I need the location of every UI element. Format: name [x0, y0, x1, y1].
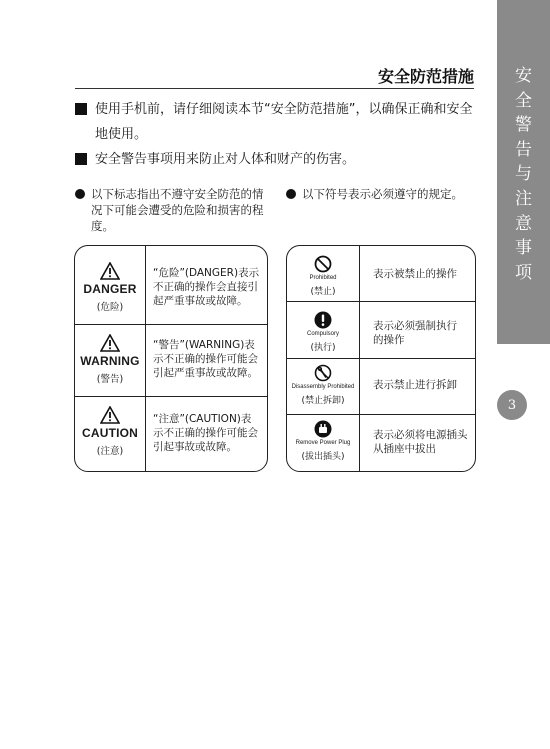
- chapter-side-tab: [497, 0, 550, 344]
- title-divider: [75, 88, 474, 89]
- warning-triangle-icon: [100, 406, 120, 424]
- danger-signal: [75, 262, 145, 313]
- panel-row-divider: [287, 301, 475, 302]
- symbol-panel: [286, 245, 476, 472]
- symbol-label-cn: (禁止拆卸): [301, 396, 345, 406]
- remove-power-plug-symbol: [287, 420, 359, 462]
- round-bullet-icon: [75, 189, 85, 199]
- symbol-label-en: Compulsory: [306, 331, 339, 337]
- symbol-label-en: Remove Power Plug: [295, 440, 351, 446]
- symbol-label-en: Prohibited: [309, 275, 337, 281]
- signal-word-cn: (危险): [96, 302, 124, 313]
- compulsory-symbol: [287, 311, 359, 353]
- symbol-description: 表示禁止进行拆卸: [373, 379, 457, 391]
- warning-triangle-icon: [100, 262, 120, 280]
- page-number: 3: [497, 390, 527, 420]
- symbol-label-cn: (禁止): [310, 287, 336, 297]
- panel-row-divider: [75, 396, 267, 397]
- disassembly-prohibited-symbol: [287, 364, 359, 406]
- left-intro: [75, 186, 270, 234]
- symbol-label-cn: (执行): [310, 343, 336, 353]
- compulsory-icon: [314, 311, 332, 329]
- side-char: 项: [515, 262, 532, 283]
- side-char: 意: [515, 213, 532, 234]
- side-char: 注: [515, 188, 532, 209]
- panel-row-divider: [287, 414, 475, 415]
- signal-word-panel: [74, 245, 268, 472]
- signal-word-cn: (警告): [96, 374, 124, 385]
- panel-row-divider: [287, 358, 475, 359]
- square-bullet-icon: [75, 103, 87, 115]
- bullet-item: [75, 147, 480, 172]
- side-char: 事: [515, 238, 532, 259]
- side-char: 全: [515, 90, 532, 111]
- signal-word-cn: (注意): [96, 446, 124, 457]
- signal-word: WARNING: [80, 354, 140, 368]
- symbol-label-cn: (拔出插头): [301, 452, 345, 462]
- page-title: 安全防范措施: [377, 67, 474, 86]
- remove-power-plug-icon: [314, 420, 332, 438]
- disassembly-prohibited-icon: [314, 364, 332, 382]
- left-intro-text: 以下标志指出不遵守安全防范的情况下可能会遭受的危险和损害的程度。: [91, 187, 264, 233]
- caution-signal: [75, 406, 145, 457]
- panel-divider: [145, 246, 146, 471]
- symbol-description: 表示必须强制执行的操作: [373, 320, 457, 346]
- bullet-text: 使用手机前，请仔细阅读本节“安全防范措施”，以确保正确和安全地使用。: [95, 102, 473, 142]
- round-bullet-icon: [286, 189, 296, 199]
- warning-signal: [75, 334, 145, 385]
- side-char: 告: [515, 139, 532, 160]
- prohibited-symbol: [287, 255, 359, 297]
- symbol-description: 表示必须将电源插头从插座中拔出: [373, 429, 468, 455]
- signal-description: “危险”(DANGER)表示不正确的操作会直接引起严重事故或故障。: [153, 267, 260, 307]
- signal-word: CAUTION: [81, 426, 139, 440]
- right-intro-text: 以下符号表示必须遵守的规定。: [302, 187, 463, 201]
- side-char: 警: [515, 115, 532, 136]
- prohibited-icon: [314, 255, 332, 273]
- signal-word: DANGER: [83, 282, 137, 296]
- symbol-description: 表示被禁止的操作: [373, 268, 457, 280]
- signal-description: “警告”(WARNING)表示不正确的操作可能会引起严重事故或故障。: [153, 339, 258, 379]
- warning-triangle-icon: [100, 334, 120, 352]
- bullet-text: 安全警告事项用来防止对人体和财产的伤害。: [95, 152, 356, 167]
- bullet-item: [75, 97, 480, 147]
- panel-row-divider: [75, 324, 267, 325]
- symbol-label-en: Disassembly Prohibited: [291, 384, 355, 390]
- chapter-side-title: [497, 64, 550, 285]
- right-intro: [286, 186, 486, 202]
- side-char: 安: [515, 66, 532, 86]
- signal-description: “注意”(CAUTION)表示不正确的操作可能会引起事故或故障。: [153, 413, 258, 453]
- square-bullet-icon: [75, 153, 87, 165]
- side-char: 与: [515, 164, 532, 185]
